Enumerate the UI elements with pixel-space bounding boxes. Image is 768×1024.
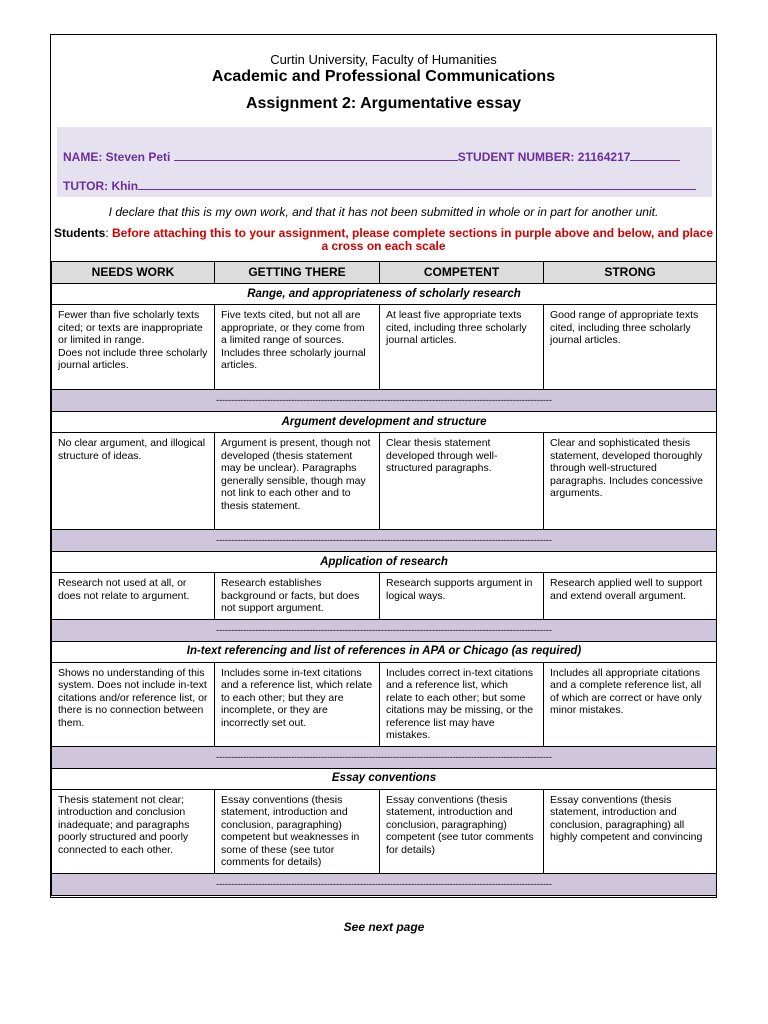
- course-title: Academic and Professional Communications: [211, 68, 556, 85]
- descriptor-cell: No clear argument, and illogical structure of ideas.: [52, 433, 215, 530]
- criterion-descriptors-row: [52, 433, 717, 530]
- tutor-line: [63, 178, 696, 193]
- descriptor-cell: Includes correct in-text citations and a reference list, which relate to each other; but some citations may be missing, or the reference list may have mistakes.: [380, 662, 544, 746]
- criterion-title-row: [52, 552, 717, 573]
- descriptor-cell: Research not used at all, or does not relate to argument.: [52, 573, 215, 620]
- descriptor-cell: Essay conventions (thesis statement, introduction and conclusion, paragraphing) competent but weaknesses in some of these (see tutor comments for details): [215, 789, 380, 873]
- scale-row[interactable]: [52, 390, 717, 412]
- scale-row[interactable]: [52, 746, 717, 768]
- name-underline[interactable]: [174, 149, 458, 161]
- instructions: [51, 227, 716, 253]
- scale-row[interactable]: [52, 873, 717, 895]
- descriptor-cell: Includes all appropriate citations and a complete reference list, all of which are correct or have only minor mistakes.: [544, 662, 717, 746]
- criterion-descriptors-row: [52, 573, 717, 620]
- scale-row[interactable]: [52, 530, 717, 552]
- criterion-title: Essay conventions: [52, 768, 717, 789]
- assessment-form: [50, 34, 717, 898]
- descriptor-cell: Research establishes background or facts, but does not support argument.: [215, 573, 380, 620]
- descriptor-cell: Essay conventions (thesis statement, introduction and conclusion, paragraphing) all highly competent and convincing: [544, 789, 717, 873]
- student-number-label: STUDENT NUMBER: 21164217: [457, 150, 631, 164]
- criterion-title-row: [52, 641, 717, 662]
- criterion-title: Application of research: [52, 552, 717, 573]
- assignment-title: Assignment 2: Argumentative essay: [245, 95, 522, 112]
- university-heading: Curtin University, Faculty of Humanities: [270, 52, 497, 67]
- criterion-title-row: [52, 284, 717, 305]
- descriptor-cell: Research supports argument in logical ways.: [380, 573, 544, 620]
- criterion-descriptors-row: [52, 789, 717, 873]
- scale-marker[interactable]: ----------------------------------------------------------------------------------------------------------------: [52, 873, 717, 895]
- rubric-table: [51, 261, 717, 896]
- descriptor-cell: Clear thesis statement developed through well-structured paragraphs.: [380, 433, 544, 530]
- column-header-needs-work: NEEDS WORK: [52, 262, 215, 284]
- descriptor-cell: Argument is present, though not developed (thesis statement may be unclear). Paragraphs generally sensible, though may not link to each other and to thesis statement.: [215, 433, 380, 530]
- descriptor-text: Fewer than five scholarly texts cited; or texts are inappropriate or limited in range. Does not include three scholarly journal articles.: [58, 309, 208, 371]
- instructions-colon: :: [105, 226, 109, 240]
- descriptor-cell: Includes some in-text citations and a reference list, which relate to each other; but they are incomplete, or they are incorrectly set out.: [215, 662, 380, 746]
- column-header-getting-there: GETTING THERE: [215, 262, 380, 284]
- student-info-box: [57, 127, 712, 197]
- descriptor-cell: Good range of appropriate texts cited, including three scholarly journal articles.: [544, 305, 717, 390]
- instructions-text: Before attaching this to your assignment, please complete sections in purple above and below, and place a cross on each scale: [112, 226, 714, 253]
- rubric-header-row: [52, 262, 717, 284]
- scale-row[interactable]: [52, 619, 717, 641]
- criterion-descriptors-row: [52, 305, 717, 390]
- criterion-descriptors-row: [52, 662, 717, 746]
- scale-marker[interactable]: ----------------------------------------------------------------------------------------------------------------: [52, 619, 717, 641]
- tutor-label: TUTOR: Khin: [63, 179, 139, 193]
- descriptor-cell: At least five appropriate texts cited, including three scholarly journal articles.: [380, 305, 544, 390]
- descriptor-cell: Clear and sophisticated thesis statement, developed thoroughly through well-structured paragraphs. Includes concessive arguments.: [544, 433, 717, 530]
- descriptor-cell: Shows no understanding of this system. Does not include in-text citations and/or reference list, or there is no connection between them.: [52, 662, 215, 746]
- criterion-title: In-text referencing and list of references in APA or Chicago (as required): [52, 641, 717, 662]
- descriptor-cell: Five texts cited, but not all are appropriate, or they come from a limited range of sources. Includes three scholarly journal articles.: [215, 305, 380, 390]
- criterion-title: Range, and appropriateness of scholarly research: [52, 284, 717, 305]
- column-header-strong: STRONG: [544, 262, 717, 284]
- scale-marker[interactable]: ----------------------------------------------------------------------------------------------------------------: [52, 530, 717, 552]
- descriptor-cell: [52, 305, 215, 390]
- descriptor-cell: Research applied well to support and extend overall argument.: [544, 573, 717, 620]
- see-next-page: See next page: [343, 920, 425, 934]
- name-label: NAME: Steven Peti: [63, 150, 171, 164]
- criterion-title-row: [52, 768, 717, 789]
- declaration-text: I declare that this is my own work, and that it has not been submitted in whole or in part for another unit.: [108, 205, 659, 219]
- column-header-competent: COMPETENT: [380, 262, 544, 284]
- descriptor-cell: Essay conventions (thesis statement, introduction and conclusion, paragraphing) competent (see tutor comments for details): [380, 789, 544, 873]
- scale-marker[interactable]: ----------------------------------------------------------------------------------------------------------------: [52, 390, 717, 412]
- scale-marker[interactable]: ----------------------------------------------------------------------------------------------------------------: [52, 746, 717, 768]
- name-line: [63, 149, 680, 164]
- instructions-prefix: Students: [53, 226, 106, 240]
- descriptor-cell: Thesis statement not clear; introduction and conclusion inadequate; and paragraphs poorly structured and poorly connected to each other.: [52, 789, 215, 873]
- criterion-title-row: [52, 412, 717, 433]
- criterion-title: Argument development and structure: [52, 412, 717, 433]
- student-number-underline[interactable]: [630, 149, 680, 161]
- tutor-underline[interactable]: [138, 178, 696, 190]
